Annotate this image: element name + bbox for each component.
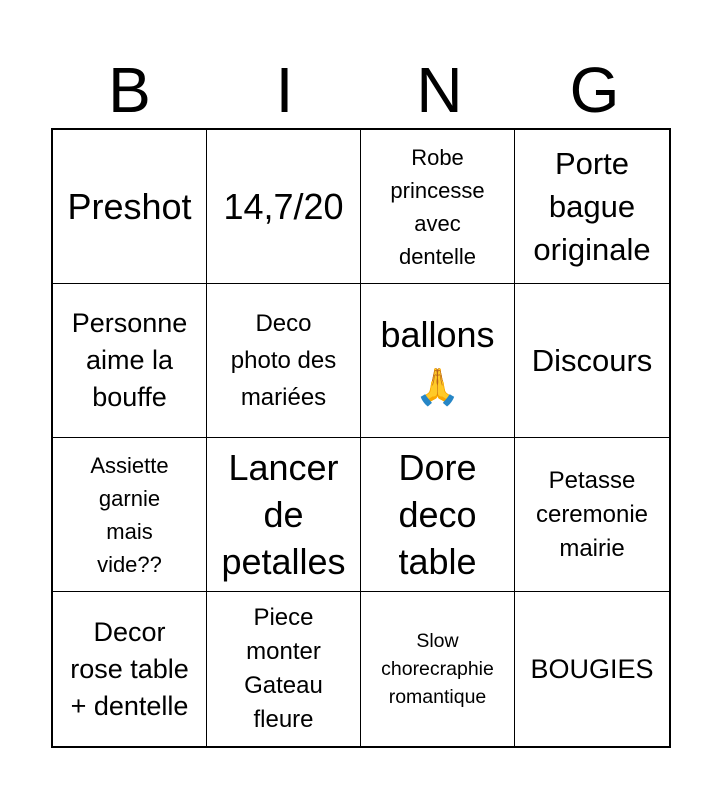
cell-label: Assiette garnie mais vide?? [90,452,169,577]
cell-label: Dore deco table [398,447,477,582]
bingo-header [52,52,672,128]
cell-label: Lancer de petalles [221,447,346,582]
cell-label: Preshot [67,186,192,227]
cell-label: Porte bague originale [533,146,651,267]
bingo-cell[interactable] [53,130,207,284]
bingo-cell[interactable] [361,592,515,746]
bingo-cell[interactable] [207,130,361,284]
bingo-cell[interactable] [515,592,669,746]
cell-label: Piece monter Gateau fleure [244,604,323,733]
bingo-cell[interactable] [361,130,515,284]
cell-label: 14,7/20 [223,186,344,227]
bingo-cell[interactable] [515,438,669,592]
bingo-cell[interactable] [361,438,515,592]
header-letter-g: G [569,54,620,126]
cell-label: Robe princesse avec dentelle [390,144,485,269]
cell-label: Slow chorecraphie romantique [381,630,494,708]
cell-label: BOUGIES [530,653,654,684]
bingo-cell[interactable] [515,284,669,438]
cell-label: ballons 🙏 [380,313,495,407]
cell-label: Discours [531,343,653,378]
bingo-cell[interactable] [53,438,207,592]
cell-label: Deco photo des mariées [230,310,337,411]
bingo-cell[interactable] [207,438,361,592]
bingo-cell[interactable] [515,130,669,284]
bingo-cell[interactable] [207,592,361,746]
bingo-board [51,128,671,748]
header-letter-b: B [108,54,151,126]
header-letter-i: I [275,54,294,126]
cell-label: Petasse ceremonie mairie [535,466,649,562]
bingo-cell[interactable] [53,284,207,438]
cell-label: Decor rose table + dentelle [70,616,189,721]
cell-label: Personne aime la bouffe [71,308,188,412]
bingo-cell[interactable] [207,284,361,438]
bingo-cell[interactable] [53,592,207,746]
header-letter-n: N [416,54,463,126]
bingo-cell[interactable] [361,284,515,438]
